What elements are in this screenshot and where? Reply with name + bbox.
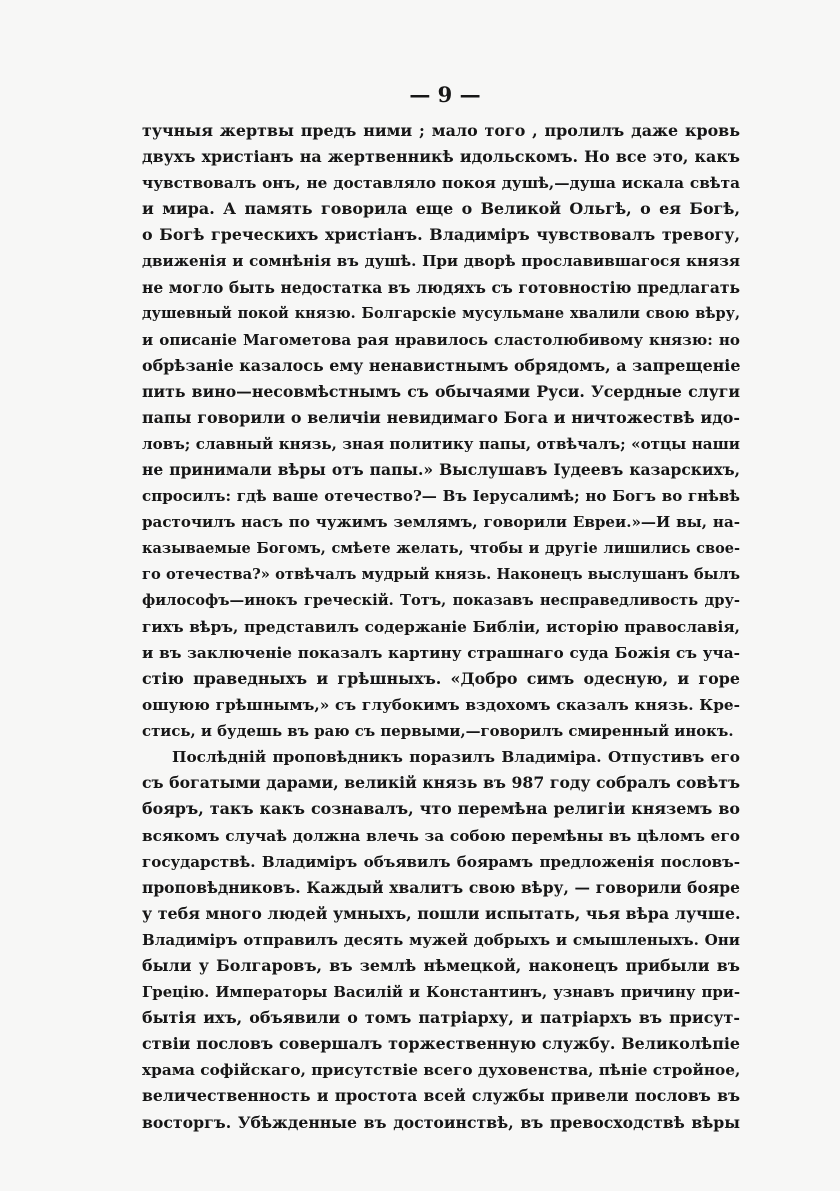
body-text [142,118,740,1136]
paragraph-first-line: Послѣдній проповѣдникъ поразилъ Владиміра. Отпустивъ его [172,748,740,767]
text-line: стись, и будешь въ раю съ первыми,—говорилъ смиренный инокъ. [142,722,734,741]
text-line: храма софійскаго, присутствіе всего духовенства, пѣніе стройное, [142,1061,740,1080]
text-line: обрѣзаніе казалось ему ненавистнымъ обрядомъ, а запрещеніе [142,355,740,375]
text-line: двухъ христіанъ на жертвенникѣ идольскомъ. Но все это, какъ [142,147,740,167]
text-line: у тебя много людей умныхъ, пошли испытать, чья вѣра лучше. [142,903,740,923]
page-number: — 9 — [409,82,481,107]
text-line: и мира. А память говорила еще о Великой Ольгѣ, о ея Богѣ, [142,199,740,219]
text-line: всякомъ случаѣ должна влечь за собою перемѣны въ цѣломъ его [142,826,740,845]
text-line: ошуюю грѣшнымъ,» съ глубокимъ вздохомъ сказалъ князь. Кре- [142,696,740,715]
text-line: о Богѣ греческихъ христіанъ. Владиміръ чувствовалъ тревогу, [142,225,740,245]
text-line: были у Болгаровъ, въ землѣ нѣмецкой, наконецъ прибыли въ [142,956,740,975]
text-line: бытія ихъ, объявили о томъ патріарху, и патріархъ въ присут- [142,1008,740,1028]
text-line: гихъ вѣръ, представилъ содержаніе Библіи, исторію православія, [142,617,740,636]
text-line: государствѣ. Владиміръ объявилъ боярамъ предложенія пословъ- [142,852,740,871]
text-line: тучныя жертвы предъ ними ; мало того , пролилъ даже кровь [142,121,740,140]
text-line: ловъ; славный князь, зная политику папы, отвѣчалъ; «отцы наши [142,435,740,454]
text-line: расточилъ насъ по чужимъ землямъ, говорили Евреи.»—И вы, на- [142,513,740,532]
text-line: го отечества?» отвѣчалъ мудрый князь. Наконецъ выслушанъ былъ [142,565,740,583]
text-line: пить вино—несовмѣстнымъ съ обычаями Руси. Усердные слуги [142,381,740,401]
text-line: движенія и сомнѣнія въ душѣ. При дворѣ прославившагося князя [142,252,740,271]
text-line: съ богатыми дарами, великій князь въ 987 году собралъ совѣтъ [142,773,740,793]
text-line: чувствовалъ онъ, не доставляло покоя душѣ,—душа искала свѣта [142,174,740,193]
text-line: Владиміръ отправилъ десять мужей добрыхъ и смышленыхъ. Они [142,930,740,949]
text-line: ствіи пословъ совершалъ торжественную службу. Великолѣпіе [142,1034,740,1054]
text-line: спросилъ: гдѣ ваше отечество?— Въ Іерусалимѣ; но Богъ во гнѣвѣ [142,487,740,506]
text-line: проповѣдниковъ. Каждый хвалитъ свою вѣру, — говорили бояре [142,877,740,897]
text-line: философъ—инокъ греческій. Тотъ, показавъ несправедливость дру- [142,591,740,609]
text-line: величественность и простота всей службы привели пословъ въ [142,1086,740,1106]
text-line: не могло быть недостатка въ людяхъ съ готовностію предлагать [142,277,740,297]
text-line: казываемые Богомъ, смѣете желать, чтобы и другіе лишились свое- [142,539,740,557]
text-line: папы говорили о величіи невидимаго Бога и ничтожествѣ идо- [142,408,740,428]
text-line: и описаніе Магометова рая нравилось сластолюбивому князю: но [142,330,740,349]
text-line: душевный покой князю. Болгарскіе мусульмане хвалили свою вѣру, [142,304,740,322]
text-line: восторгъ. Убѣжденные въ достоинствѣ, въ превосходствѣ вѣры [142,1112,740,1132]
text-line: стію праведныхъ и грѣшныхъ. «Добро симъ одесную, и горе [142,668,740,688]
text-line: Грецію. Императоры Василій и Константинъ, узнавъ причину при- [142,983,740,1002]
text-line: и въ заключеніе показалъ картину страшнаго суда Божія съ уча- [142,643,740,662]
text-line: не принимали вѣры отъ папы.» Выслушавъ Іудеевъ казарскихъ, [142,460,740,480]
text-line: бояръ, такъ какъ сознавалъ, что перемѣна религіи княземъ во [142,799,740,819]
